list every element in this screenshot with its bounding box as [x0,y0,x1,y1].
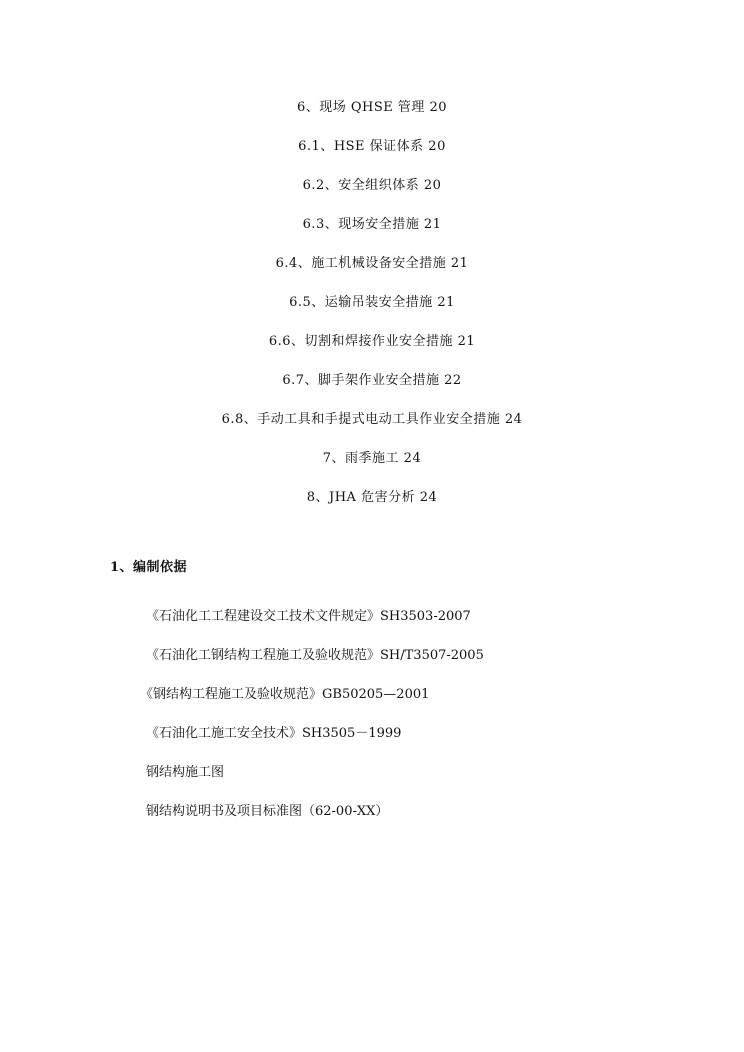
reference-item: 《石油化工钢结构工程施工及验收规范》SH/T3507-2005 [146,648,484,663]
table-of-contents [0,97,744,526]
toc-entry-6-2[interactable]: 6.2、安全组织体系 20 [302,178,442,193]
toc-entry-8[interactable]: 8、JHA 危害分析 24 [306,490,438,505]
toc-entry-6-6[interactable]: 6.6、切割和焊接作业安全措施 21 [268,334,476,349]
toc-entry-6-8[interactable]: 6.8、手动工具和手提式电动工具作业安全措施 24 [221,412,523,427]
section-heading: 1、编制依据 [110,560,188,575]
toc-entry-6-5[interactable]: 6.5、运输吊装安全措施 21 [289,295,455,310]
reference-item: 《钢结构工程施工及验收规范》GB50205—2001 [140,687,430,702]
toc-entry-6-1[interactable]: 6.1、HSE 保证体系 20 [298,139,446,154]
reference-item: 钢结构施工图 [146,765,225,780]
toc-entry-6-4[interactable]: 6.4、施工机械设备安全措施 21 [275,256,469,271]
reference-item: 钢结构说明书及项目标准图（62-00-XX） [146,804,389,819]
reference-item: 《石油化工工程建设交工技术文件规定》SH3503-2007 [146,609,471,624]
toc-entry-6-7[interactable]: 6.7、脚手架作业安全措施 22 [282,373,462,388]
reference-list [0,606,744,840]
reference-item: 《石油化工施工安全技术》SH3505－1999 [146,726,402,741]
toc-entry-6[interactable]: 6、现场 QHSE 管理 20 [296,100,448,115]
toc-entry-6-3[interactable]: 6.3、现场安全措施 21 [302,217,442,232]
toc-entry-7[interactable]: 7、雨季施工 24 [322,451,422,466]
